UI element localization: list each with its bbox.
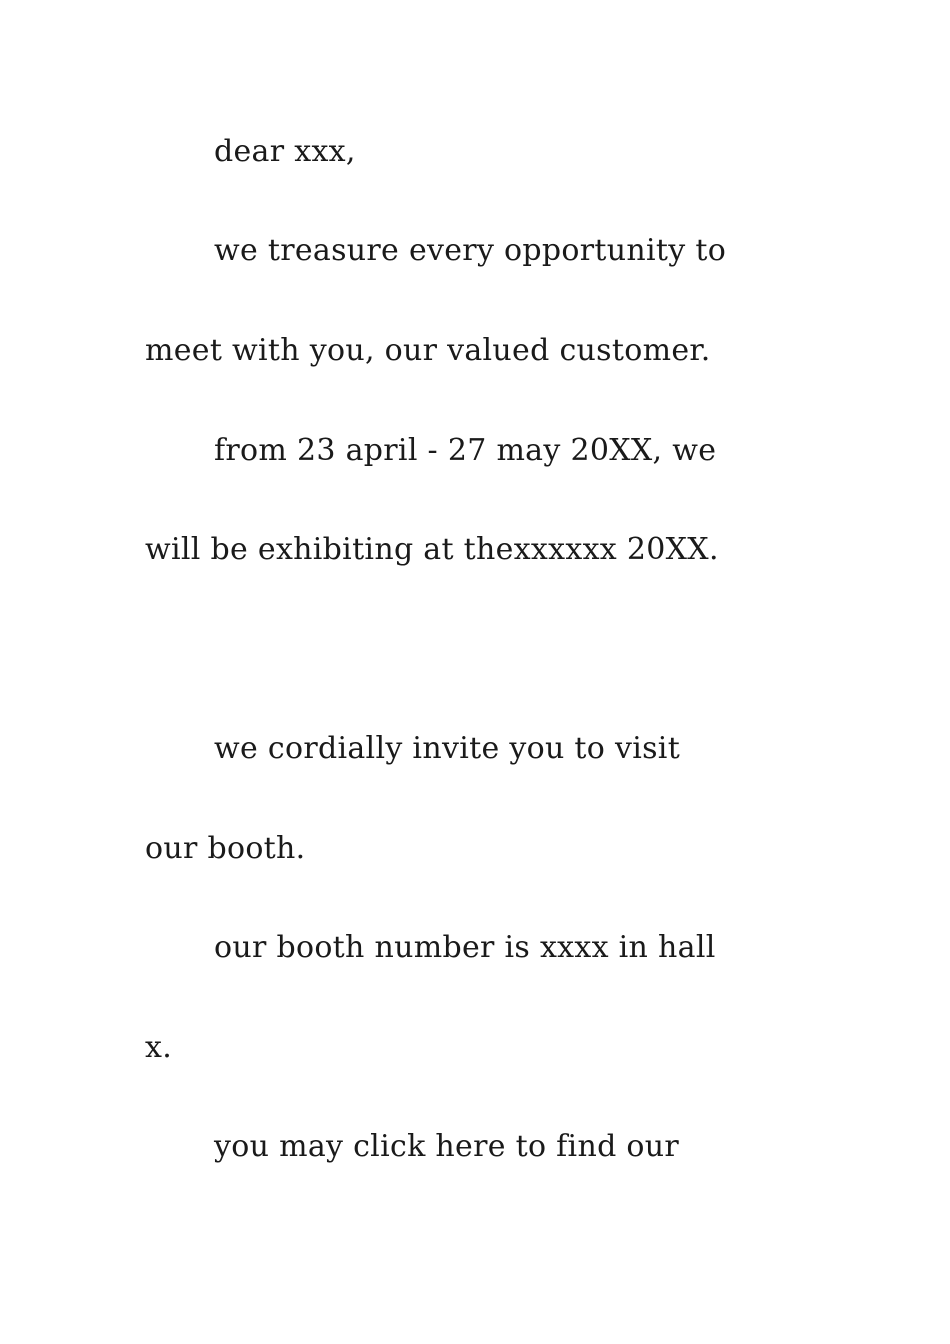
- greeting: dear xxx,: [214, 134, 356, 169]
- paragraph-line: will be exhibiting at thexxxxxx 20XX.: [145, 532, 719, 567]
- paragraph-line: x.: [145, 1030, 173, 1065]
- paragraph-line: our booth.: [145, 831, 306, 866]
- paragraph-line: we treasure every opportunity to: [214, 233, 727, 268]
- paragraph-line: from 23 april - 27 may 20XX, we: [214, 433, 717, 468]
- paragraph-line: you may click here to find our: [214, 1129, 680, 1164]
- paragraph-line: we cordially invite you to visit: [214, 731, 681, 766]
- paragraph-line: our booth number is xxxx in hall: [214, 930, 716, 965]
- paragraph-line: meet with you, our valued customer.: [145, 333, 711, 368]
